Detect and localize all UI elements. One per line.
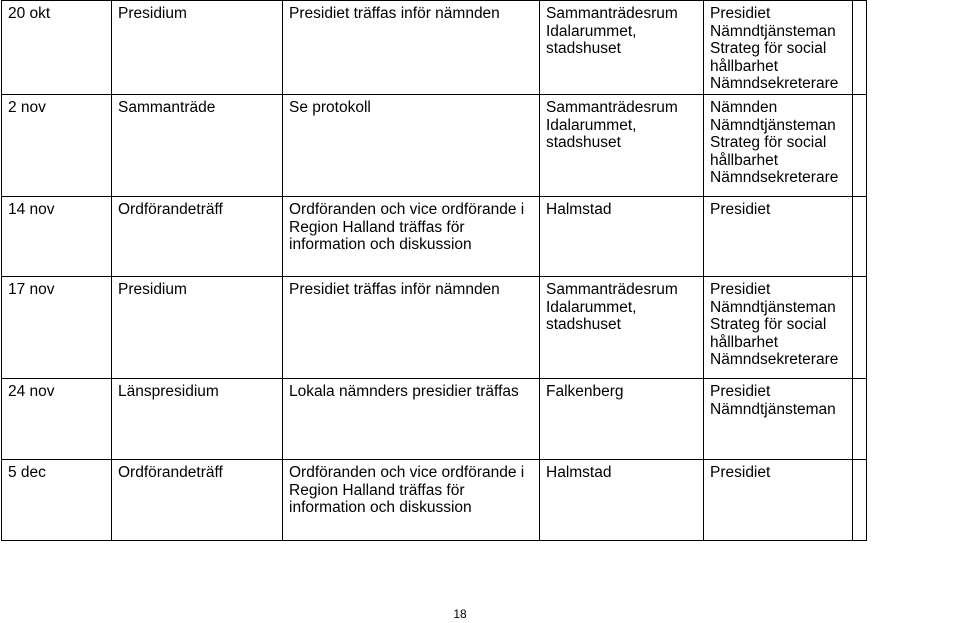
empty-cell xyxy=(853,379,867,460)
type-cell: Ordförandeträff xyxy=(112,197,283,277)
description-cell: Presidiet träffas inför nämnden xyxy=(283,1,540,95)
date-cell: 20 okt xyxy=(2,1,112,95)
description-cell: Lokala nämnders presidier träffas xyxy=(283,379,540,460)
location-cell: Halmstad xyxy=(540,460,704,541)
location-cell: Halmstad xyxy=(540,197,704,277)
participants-cell: Presidiet Nämndtjänsteman Strateg för social hållbarhet Nämndsekreterare xyxy=(704,277,853,379)
table-row xyxy=(2,197,867,277)
date-cell: 24 nov xyxy=(2,379,112,460)
date-cell: 2 nov xyxy=(2,95,112,197)
table-row xyxy=(2,277,867,379)
participants-cell: Presidiet Nämndtjänsteman Strateg för social hållbarhet Nämndsekreterare xyxy=(704,1,853,95)
empty-cell xyxy=(853,95,867,197)
description-cell: Presidiet träffas inför nämnden xyxy=(283,277,540,379)
location-cell: Falkenberg xyxy=(540,379,704,460)
date-cell: 14 nov xyxy=(2,197,112,277)
empty-cell xyxy=(853,197,867,277)
type-cell: Presidium xyxy=(112,1,283,95)
table-row xyxy=(2,95,867,197)
meeting-schedule-table xyxy=(1,0,867,541)
participants-cell: Presidiet Nämndtjänsteman xyxy=(704,379,853,460)
page-number: 18 xyxy=(453,607,467,621)
date-cell: 17 nov xyxy=(2,277,112,379)
type-cell: Länspresidium xyxy=(112,379,283,460)
empty-cell xyxy=(853,277,867,379)
participants-cell: Presidiet xyxy=(704,197,853,277)
table-row xyxy=(2,460,867,541)
table-row xyxy=(2,1,867,95)
participants-cell: Nämnden Nämndtjänsteman Strateg för social hållbarhet Nämndsekreterare xyxy=(704,95,853,197)
location-cell: Sammanträdesrum Idalarummet, stadshuset xyxy=(540,95,704,197)
participants-cell: Presidiet xyxy=(704,460,853,541)
empty-cell xyxy=(853,1,867,95)
type-cell: Presidium xyxy=(112,277,283,379)
type-cell: Ordförandeträff xyxy=(112,460,283,541)
empty-cell xyxy=(853,460,867,541)
location-cell: Sammanträdesrum Idalarummet, stadshuset xyxy=(540,1,704,95)
location-cell: Sammanträdesrum Idalarummet, stadshuset xyxy=(540,277,704,379)
description-cell: Ordföranden och vice ordförande i Region Halland träffas för information och diskussion xyxy=(283,197,540,277)
table-row xyxy=(2,379,867,460)
description-cell: Se protokoll xyxy=(283,95,540,197)
date-cell: 5 dec xyxy=(2,460,112,541)
type-cell: Sammanträde xyxy=(112,95,283,197)
description-cell: Ordföranden och vice ordförande i Region Halland träffas för information och diskussion xyxy=(283,460,540,541)
